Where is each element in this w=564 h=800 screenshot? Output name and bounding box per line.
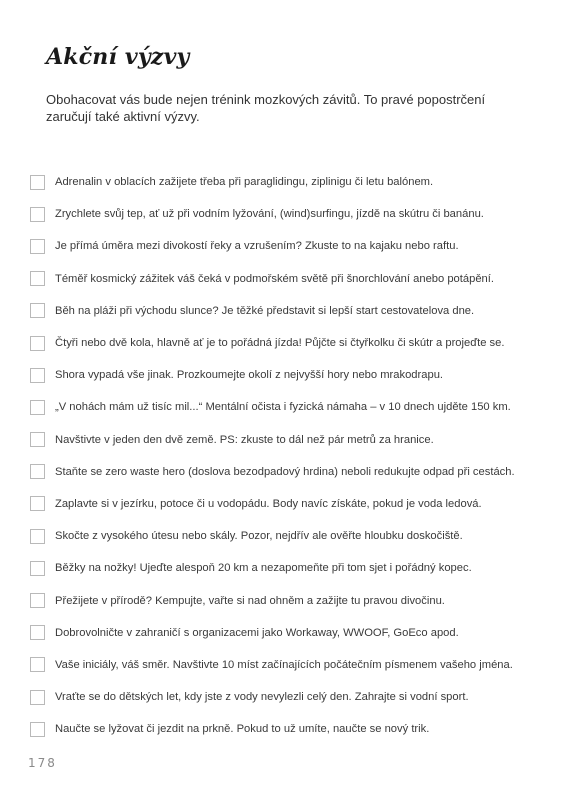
checklist-item-label: Dobrovolničte v zahraničí s organizacemi jako Workaway, WWOOF, GoEco apod. [55,626,459,639]
checklist [30,166,540,745]
checklist-item-label: Čtyři nebo dvě kola, hlavně ať je to pořádná jízda! Půjčte si čtyřkolku či skútr a projeďte se. [55,337,505,350]
checklist-item [30,263,540,295]
checklist-item-label: Běh na pláži při východu slunce? Je těžké představit si lepší start cestovatelova dne. [55,304,475,317]
checklist-item [30,552,540,584]
checklist-item [30,166,540,198]
checklist-item-label: Přežijete v přírodě? Kempujte, vařte si nad ohněm a zažijte tu pravou divočinu. [55,594,445,607]
checklist-item-label: „V nohách mám už tisíc mil...“ Mentální očista i fyzická námaha – v 10 dnech ujděte 150 km. [55,401,511,414]
checkbox[interactable] [30,561,45,576]
checkbox[interactable] [30,207,45,222]
checklist-item [30,198,540,230]
checklist-item-label: Adrenalin v oblacích zažijete třeba při paraglidingu, ziplinigu či letu balónem. [55,176,434,189]
checklist-item-label: Vaše iniciály, váš směr. Navštivte 10 míst začínajících počátečním písmenem vašeho jména. [55,658,513,671]
checklist-item-label: Téměř kosmický zážitek váš čeká v podmořském světě při šnorchlování anebo potápění. [55,272,494,285]
checklist-item [30,295,540,327]
checklist-item [30,520,540,552]
checkbox[interactable] [30,593,45,608]
checkbox[interactable] [30,368,45,383]
checklist-item [30,391,540,423]
checklist-item-label: Běžky na nožky! Ujeďte alespoň 20 km a nezapomeňte při tom sjet i pořádný kopec. [55,562,472,575]
checkbox[interactable] [30,175,45,190]
intro-paragraph: Obohacovat vás bude nejen trénink mozkových závitů. To pravé popostrčení zaručují také aktivní výzvy. [46,92,486,124]
checklist-item-label: Zrychlete svůj tep, ať už při vodním lyžování, (wind)surfingu, jízdě na skútru či banánu. [55,208,484,221]
page-title: Akční výzvy [46,44,190,70]
checklist-item [30,649,540,681]
checkbox[interactable] [30,690,45,705]
checklist-item [30,424,540,456]
checklist-item [30,230,540,262]
checkbox[interactable] [30,239,45,254]
checklist-item [30,456,540,488]
checkbox[interactable] [30,271,45,286]
checklist-item-label: Zaplavte si v jezírku, potoce či u vodopádu. Body navíc získáte, pokud je voda ledová. [55,497,482,510]
checkbox[interactable] [30,464,45,479]
checklist-item-label: Skočte z vysokého útesu nebo skály. Pozor, nejdřív ale ověřte hloubku doskočiště. [55,530,463,543]
checklist-item-label: Shora vypadá vše jinak. Prozkoumejte okolí z nejvyšší hory nebo mrakodrapu. [55,369,444,382]
checkbox[interactable] [30,657,45,672]
checklist-item [30,359,540,391]
checkbox[interactable] [30,722,45,737]
page-number: 178 [28,756,57,770]
checklist-item-label: Naučte se lyžovat či jezdit na prkně. Pokud to už umíte, naučte se nový trik. [55,723,430,736]
checkbox[interactable] [30,432,45,447]
checkbox[interactable] [30,303,45,318]
checkbox[interactable] [30,529,45,544]
checkbox[interactable] [30,625,45,640]
checkbox[interactable] [30,400,45,415]
checklist-item [30,713,540,745]
checklist-item [30,617,540,649]
checklist-item [30,681,540,713]
checklist-item-label: Staňte se zero waste hero (doslova bezodpadový hrdina) neboli redukujte odpad při cestách. [55,465,515,478]
checkbox[interactable] [30,336,45,351]
checkbox[interactable] [30,496,45,511]
checklist-item [30,584,540,616]
checklist-item [30,488,540,520]
checklist-item-label: Vraťte se do dětských let, kdy jste z vody nevylezli celý den. Zahrajte si vodní sport. [55,691,469,704]
checklist-item-label: Navštivte v jeden den dvě země. PS: zkuste to dál než pár metrů za hranice. [55,433,434,446]
checklist-item-label: Je přímá úměra mezi divokostí řeky a vzrušením? Zkuste to na kajaku nebo raftu. [55,240,459,253]
checklist-item [30,327,540,359]
